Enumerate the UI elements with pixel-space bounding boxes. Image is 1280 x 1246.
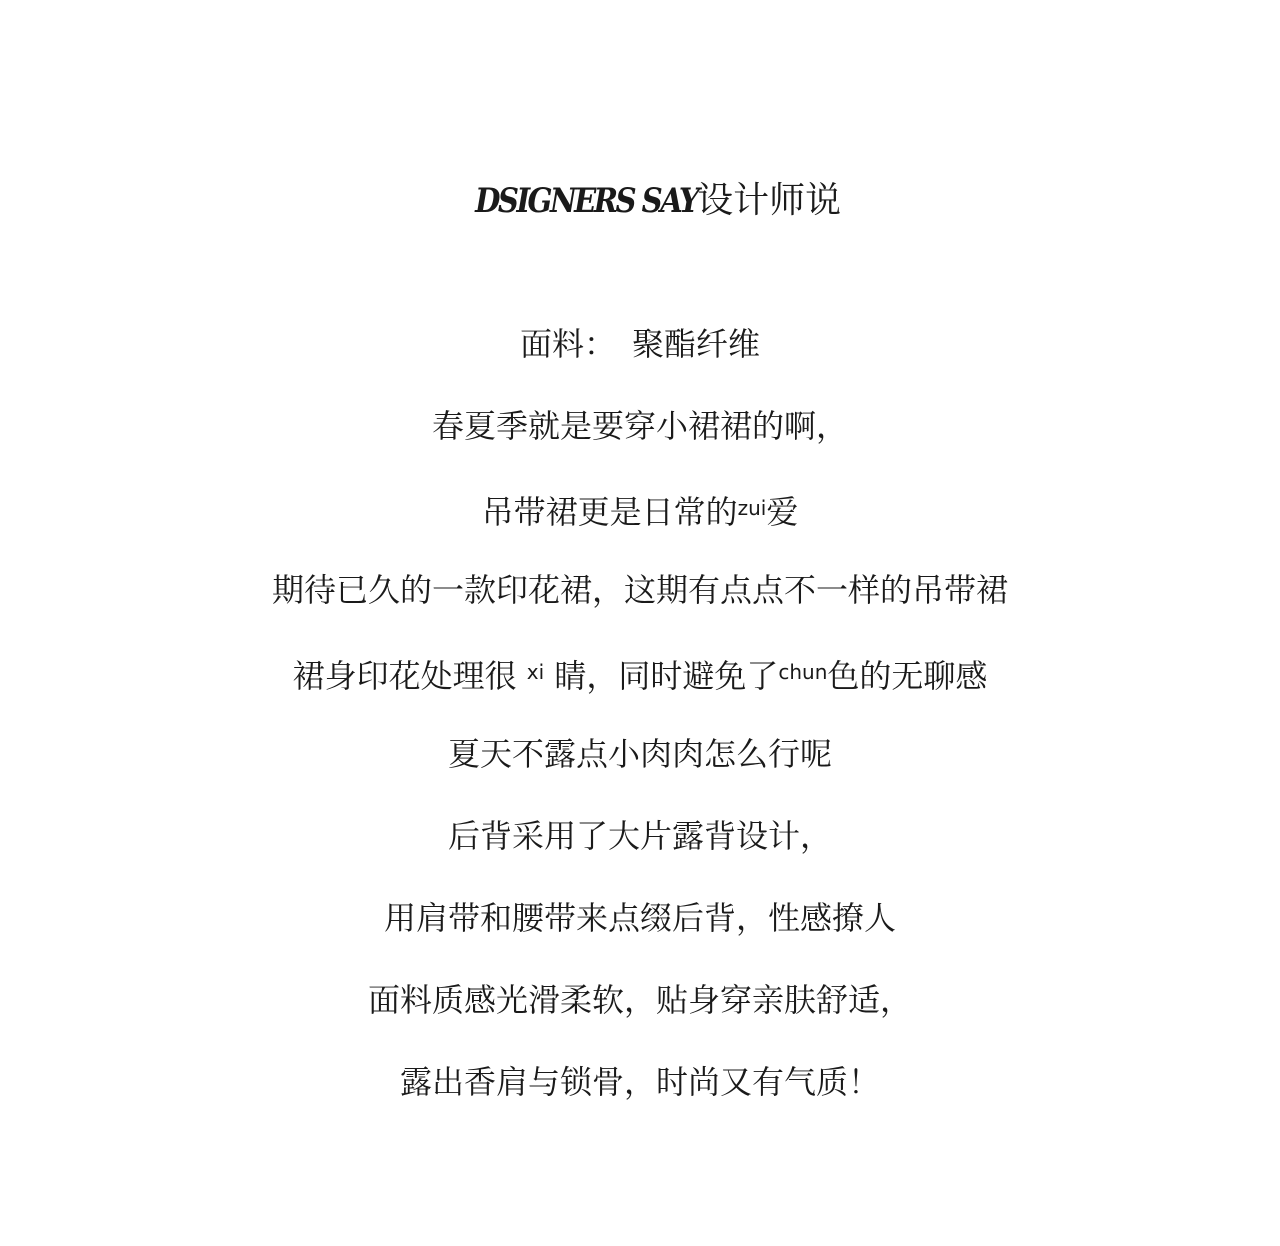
fabric-line (0, 324, 1280, 364)
line-text: 后背采用了大片露背设计， (447, 817, 832, 855)
line-text-middle: 睛，同时避免了 (554, 657, 779, 695)
text-line (0, 734, 1280, 774)
text-line (0, 652, 1280, 696)
title-english: DSIGNERS SAY (475, 181, 698, 221)
text-line (0, 488, 1280, 532)
line-text-end: 色的无聊感 (827, 657, 988, 695)
text-line (0, 406, 1280, 446)
line-text: 裙身印花处理很 (292, 657, 517, 695)
text-line (0, 816, 1280, 856)
text-line (0, 570, 1280, 610)
line-text-end: 爱 (766, 493, 799, 531)
pinyin-word: xi (526, 660, 545, 684)
line-text: 露出香肩与锁骨，时尚又有气质！ (399, 1063, 880, 1101)
pinyin-word: zui (737, 496, 767, 520)
page-title (0, 172, 1280, 223)
line-text: 吊带裙更是日常的 (481, 493, 738, 531)
line-text: 面料： 聚酯纤维 (519, 325, 760, 363)
line-text: 春夏季就是要穿小裙裙的啊， (431, 407, 848, 445)
pinyin-word: chun (778, 660, 828, 684)
line-text: 面料质感光滑柔软，贴身穿亲肤舒适， (367, 981, 912, 1019)
title-chinese: 设计师说 (697, 180, 842, 221)
text-line (0, 980, 1280, 1020)
line-text: 用肩带和腰带来点缀后背，性感撩人 (383, 899, 896, 937)
line-text: 期待已久的一款印花裙，这期有点点不一样的吊带裙 (271, 571, 1008, 609)
line-text: 夏天不露点小肉肉怎么行呢 (447, 735, 832, 773)
text-line (0, 1062, 1280, 1102)
text-line (0, 898, 1280, 938)
